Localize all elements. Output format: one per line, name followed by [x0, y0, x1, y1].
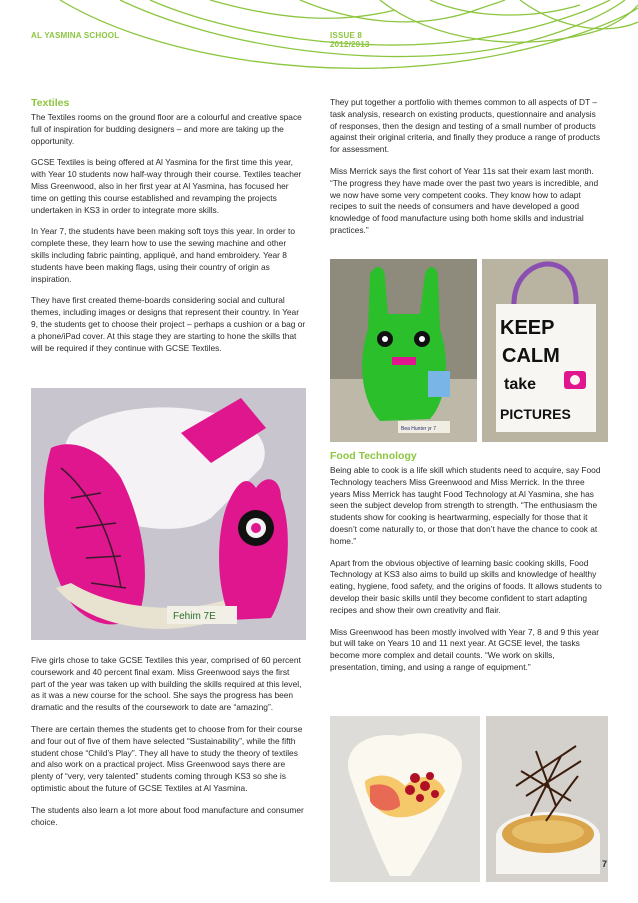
food-paragraph: Being able to cook is a life skill which students need to acquire, say Food Technology teachers Miss Greenwood and Miss Merrick. In the three years Miss Merrick has taught Food Technology at Al Yasmina, she has seen the subject develop from strength to strength. “The enthusiasm the students show for cooking is heartwarming, especially for those that it doesn’t come naturally to, or those that don’t have the chance to cook at home.”	[330, 465, 601, 546]
issue-number: ISSUE 8	[330, 31, 363, 40]
issue-year: 2012/2013	[330, 40, 370, 49]
food-paragraph: Miss Greenwood has been mostly involved with Year 7, 8 and 9 this year but will take on Years 10 and 11 next year. At GCSE level, the tasks become more complex and detail counts. “We work on skills, presentation, timing, and using a range of equipment.”	[330, 626, 600, 672]
textiles-heading: Textiles	[31, 97, 70, 109]
dt-portfolio-section	[330, 97, 605, 247]
meringue-dessert-photo	[330, 716, 480, 882]
food-technology-section	[330, 450, 605, 684]
page-number: 7	[601, 859, 607, 869]
school-name: AL YASMINA SCHOOL	[31, 31, 120, 40]
cushion-name-tag: Fehim 7E	[173, 611, 216, 622]
food-technology-heading: Food Technology	[330, 450, 417, 462]
bag-text-pictures: PICTURES	[500, 406, 571, 422]
green-soft-toy-photo	[330, 259, 477, 442]
dt-paragraph: Miss Merrick says the first cohort of Year 11s sat their exam last month. “The progress they have made over the past two years is incredible, and we now have some very competent cooks. They know how to adapt recipes to suit the needs of consumers and have developed a good knowledge of food manufacture using both home skills and industrial practices.”	[330, 165, 599, 235]
textiles-paragraph: In Year 7, the students have been making soft toys this year. In order to complete these, they learn how to use the sewing machine and other skills including fabric painting, appliqué, and hand embroidery. Year 8 students have been making flags, using their country of origin as inspiration.	[31, 226, 295, 284]
textiles-paragraph: Five girls chose to take GCSE Textiles this year, comprised of 60 percent coursework and 40 percent final exam. Miss Greenwood says the first part of the year was taken up with building the skills required at this level, as it was a new course for the school. She says the progress has been dramatic and the results of the coursework to date are “amazing”.	[31, 655, 302, 713]
textiles-paragraph: The students also learn a lot more about food manufacture and consumer choice.	[31, 804, 304, 827]
bag-text-take: take	[504, 376, 537, 393]
cushion-illustration	[31, 388, 306, 640]
bag-illustration	[482, 259, 608, 442]
textiles-paragraph: GCSE Textiles is being offered at Al Yasmina for the first time this year, with Year 10 students now half-way through their course. Textiles teacher Miss Greenwood, also in her first year at Al Yasmina, has focused her time on getting this course established and revamping the projects undertaken in KS3 in order to integrate more skills.	[31, 157, 302, 215]
header-swirl-decoration	[0, 0, 638, 90]
textiles-paragraph: The Textiles rooms on the ground floor are a colourful and creative space full of inspiration for budding designers – and more are taking up the opportunity.	[31, 112, 302, 146]
keep-calm-bag-photo	[482, 259, 608, 442]
meringue-illustration	[330, 716, 480, 882]
textiles-cushion-photo	[31, 388, 306, 640]
textiles-section	[31, 97, 306, 364]
bag-text-keep: KEEP	[500, 317, 555, 339]
issue-info	[330, 31, 370, 49]
food-paragraph: Apart from the obvious objective of learning basic cooking skills, Food Technology at KS3 also aims to build up skills and knowledge of healthy eating, hygiene, food safety, and the origins of foods. It allows students to develop their basic skills until they become confident to start adapting recipes and show their own creativity and flair.	[330, 557, 602, 615]
bag-text-calm: CALM	[502, 345, 560, 367]
green-toy-illustration	[330, 259, 477, 442]
textiles-paragraph: They have first created theme-boards considering social and cultural themes, including images or designs that represent their country. In Year 9, the students get to choose their project – perhaps a cushion or a bag or a phone/iPad cover. At this stage they are starting to hone the skills that will be required if they continue with GCSE Textiles.	[31, 295, 306, 353]
textiles-paragraph: There are certain themes the students get to choose from for their course and four out of five of them have selected “Sustainability”, while the fifth student chose “Child’s Play”. They all have to study the theory of textiles and also work on a practical project. Miss Greenwood says there are plenty of “very, very talented” students coming through KS3 so she is optimistic about the future of GCSE Textiles at Al Yasmina.	[31, 723, 303, 793]
creme-brulee-illustration	[486, 716, 608, 882]
creme-brulee-photo	[486, 716, 608, 882]
toy-name-tag: Bea Hunter yr 7	[401, 426, 437, 432]
dt-paragraph: They put together a portfolio with themes common to all aspects of DT – task analysis, research on existing products, questionnaire and analysis of responses, then the design and testing of a small number of products against their original criteria, and finally they produce a range of products for assessment.	[330, 97, 601, 155]
textiles-section-continued	[31, 655, 306, 838]
